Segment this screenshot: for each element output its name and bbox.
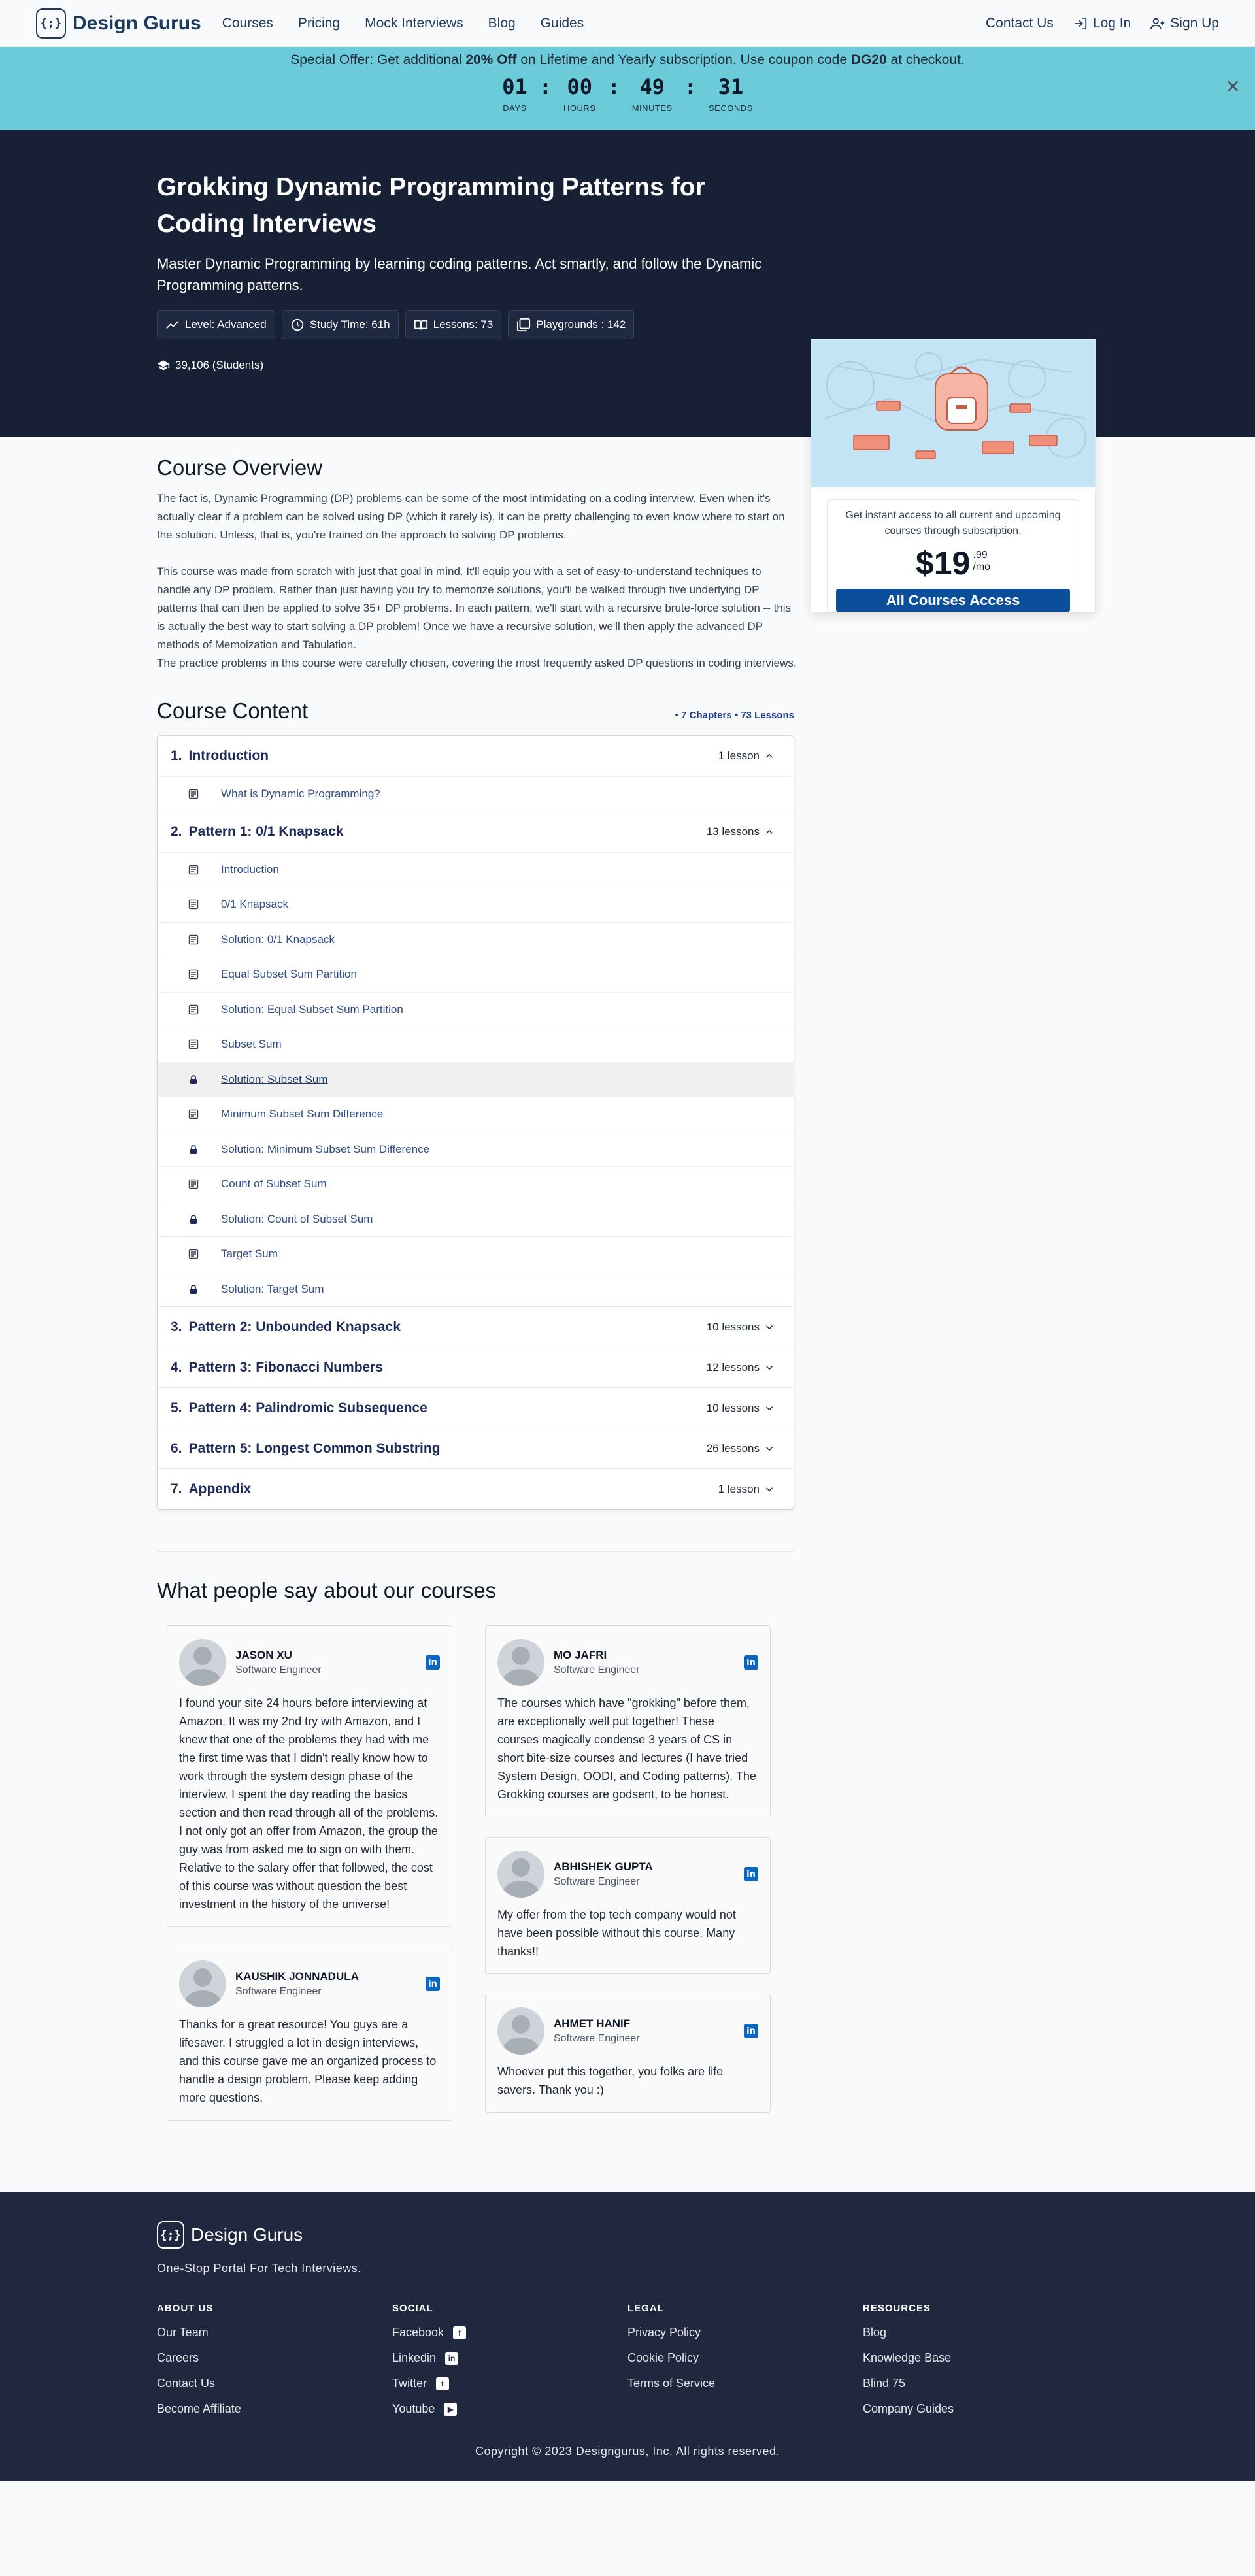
document-icon bbox=[188, 789, 199, 799]
footer-link[interactable] bbox=[157, 2402, 392, 2416]
coupon-code: DG20 bbox=[850, 52, 887, 67]
chapter-name: Pattern 2: Unbounded Knapsack bbox=[188, 1319, 401, 1334]
lesson-icon bbox=[188, 1074, 199, 1085]
document-icon bbox=[188, 1179, 199, 1189]
avatar bbox=[497, 1639, 544, 1686]
footer-link[interactable] bbox=[392, 2351, 628, 2365]
lesson-row[interactable] bbox=[158, 1202, 794, 1237]
offer-prefix: Special Offer: Get additional bbox=[290, 52, 466, 67]
add-user-icon bbox=[1150, 16, 1165, 31]
countdown-timer bbox=[0, 74, 1255, 113]
testimonial-card bbox=[167, 1947, 452, 2121]
close-icon[interactable]: ✕ bbox=[1225, 76, 1241, 97]
chevron-down-icon bbox=[763, 1402, 775, 1414]
footer-link-label: Company Guides bbox=[863, 2402, 954, 2415]
chapter-lesson-count-label: 13 lessons bbox=[706, 825, 760, 838]
testimonial-name: ABHISHEK GUPTA bbox=[554, 1860, 653, 1873]
chapter-lesson-count bbox=[718, 1483, 775, 1496]
playgrounds-label: Playgrounds : 142 bbox=[536, 318, 626, 331]
countdown-separator: : bbox=[539, 74, 552, 99]
footer-link-label: Terms of Service bbox=[628, 2377, 716, 2390]
lesson-icon bbox=[188, 1284, 199, 1295]
chapter-name: Introduction bbox=[188, 748, 269, 763]
chapter-lesson-count-label: 12 lessons bbox=[706, 1361, 760, 1374]
chapter-lesson-count-label: 10 lessons bbox=[706, 1401, 760, 1414]
footer-link-label: Knowledge Base bbox=[863, 2351, 952, 2364]
main-content bbox=[0, 437, 1255, 2121]
chapter-number: 4. bbox=[171, 1359, 182, 1375]
lesson-link[interactable]: Solution: Count of Subset Sum bbox=[221, 1212, 373, 1225]
course-content-meta: • 7 Chapters • 73 Lessons bbox=[675, 710, 794, 721]
testimonials-column-left bbox=[167, 1625, 452, 2121]
footer-link[interactable] bbox=[628, 2351, 863, 2365]
graduation-cap-icon bbox=[157, 359, 170, 372]
chapter-title bbox=[171, 1400, 427, 1416]
nav-mock-interviews[interactable]: Mock Interviews bbox=[365, 15, 463, 31]
testimonial-role: Software Engineer bbox=[554, 1664, 640, 1676]
footer-column bbox=[157, 2303, 392, 2416]
footer-columns bbox=[157, 2303, 1098, 2416]
footer-link[interactable] bbox=[863, 2326, 1098, 2339]
footer-column bbox=[628, 2303, 863, 2416]
chevron-down-icon bbox=[763, 1443, 775, 1455]
trend-icon bbox=[165, 318, 180, 332]
lesson-icon bbox=[188, 1214, 199, 1225]
testimonial-author bbox=[235, 1649, 322, 1676]
countdown-days bbox=[502, 74, 527, 113]
document-icon bbox=[188, 934, 199, 945]
lesson-icon bbox=[188, 934, 199, 945]
course-title: Grokking Dynamic Programming Patterns for Coding Interviews bbox=[157, 173, 705, 238]
testimonial-text: Whoever put this together, you folks are life savers. Thank you :) bbox=[497, 2065, 724, 2096]
course-content-header bbox=[157, 699, 794, 723]
chapter-title bbox=[171, 824, 343, 840]
countdown-minutes bbox=[632, 74, 673, 113]
lesson-row[interactable] bbox=[158, 1062, 794, 1097]
chapter-header[interactable] bbox=[158, 1347, 794, 1387]
lesson-link[interactable]: Solution: Subset Sum bbox=[221, 1072, 328, 1085]
countdown-days-value: 01 bbox=[502, 74, 527, 99]
chapter-lesson-count-label: 1 lesson bbox=[718, 1482, 760, 1495]
lock-icon bbox=[188, 1074, 199, 1085]
footer-link-label: Blind 75 bbox=[863, 2377, 906, 2390]
footer-link[interactable] bbox=[392, 2326, 628, 2339]
chapter-lesson-count bbox=[707, 825, 775, 838]
lesson-link[interactable]: Minimum Subset Sum Difference bbox=[221, 1108, 384, 1121]
footer-column bbox=[863, 2303, 1098, 2416]
pricing-description: Get instant access to all current and upcoming courses through subscription. bbox=[845, 510, 1061, 537]
chapter-name: Pattern 5: Longest Common Substring bbox=[188, 1440, 441, 1456]
lesson-link[interactable]: 0/1 Knapsack bbox=[221, 898, 289, 911]
students-label: 39,106 (Students) bbox=[175, 359, 264, 371]
chapter-name: Appendix bbox=[188, 1481, 252, 1496]
testimonial-author bbox=[235, 1970, 359, 1998]
testimonial-header bbox=[179, 1960, 440, 2007]
lesson-link[interactable]: Solution: 0/1 Knapsack bbox=[221, 933, 335, 946]
book-icon bbox=[414, 318, 428, 332]
lesson-link[interactable]: Solution: Equal Subset Sum Partition bbox=[221, 1002, 403, 1016]
avatar bbox=[497, 1851, 544, 1898]
footer-logo-text: Design Gurus bbox=[191, 2224, 303, 2245]
lesson-link[interactable]: What is Dynamic Programming? bbox=[221, 787, 380, 801]
avatar bbox=[179, 1639, 226, 1686]
overview-paragraph-2: This course was made from scratch with just that goal in mind. It'll equip you with a set of easy-to-understand techniques to handle any DP problem. Rather than just having you try to memorize solutions, you'll be walked through five underlying DP patterns that can then be applied to solve 35+ DP problems. In each pattern, we'll start with a recursive brute-force solution -- this is actually the best way to start solving a DP problem! Once we have a recursive solution, we'll then apply the advanced DP methods of Memoization and Tabulation. bbox=[157, 565, 792, 651]
testimonial-card bbox=[485, 1625, 771, 1817]
countdown-minutes-label: MINUTES bbox=[631, 103, 673, 113]
footer-logo-icon: {;} bbox=[157, 2221, 184, 2249]
footer-link-label: Cookie Policy bbox=[628, 2351, 699, 2364]
chapter-name: Pattern 4: Palindromic Subsequence bbox=[188, 1400, 427, 1415]
testimonial-card bbox=[485, 1837, 771, 1974]
chevron-up-icon bbox=[763, 826, 775, 838]
countdown-separator: : bbox=[607, 74, 620, 99]
chapter-name: Pattern 3: Fibonacci Numbers bbox=[188, 1359, 384, 1375]
document-icon bbox=[188, 969, 199, 980]
pricing-card bbox=[811, 339, 1096, 612]
linkedin-icon: in bbox=[445, 2352, 458, 2365]
lesson-row[interactable] bbox=[158, 776, 794, 812]
chapter-lesson-count bbox=[707, 1402, 775, 1415]
footer-column-title: LEGAL bbox=[628, 2303, 664, 2314]
nav-guides[interactable]: Guides bbox=[540, 15, 584, 31]
logo-icon: {;} bbox=[36, 8, 66, 39]
linkedin-icon[interactable]: in bbox=[744, 1867, 758, 1881]
chapter-number: 5. bbox=[171, 1400, 182, 1415]
chapter-lesson-count bbox=[707, 1442, 775, 1455]
all-courses-access-button[interactable]: All Courses Access bbox=[836, 589, 1070, 612]
nav-pricing[interactable]: Pricing bbox=[297, 15, 341, 31]
lesson-icon bbox=[188, 865, 199, 875]
chapter-number: 7. bbox=[171, 1481, 182, 1496]
testimonial-text: The courses which have "grokking" before them, are exceptionally well put together! These courses magically condense 3 years of CS in short bite-size courses and lectures (I have tried System Design, OODI, and Coding patterns). The Grokking courses are godsent, to be honest. bbox=[497, 1696, 756, 1801]
footer-link-label: Become Affiliate bbox=[157, 2402, 241, 2415]
testimonial-name: AHMET HANIF bbox=[554, 2017, 631, 2030]
testimonial-text: Thanks for a great resource! You guys are a lifesaver. I struggled a lot in design interviews, and this course gave me an organized process to handle a design problem. Please keep adding more questions. bbox=[179, 2018, 437, 2104]
chapter-header[interactable] bbox=[158, 812, 794, 852]
testimonial-name: MO JAFRI bbox=[554, 1649, 607, 1661]
lesson-link[interactable]: Solution: Target Sum bbox=[221, 1282, 324, 1295]
footer-link-label: Contact Us bbox=[157, 2377, 216, 2390]
top-nav bbox=[0, 0, 1255, 47]
lesson-row[interactable] bbox=[158, 1166, 794, 1202]
price-suffix bbox=[973, 546, 990, 573]
price-amount: $19 bbox=[915, 545, 971, 582]
testimonial-author bbox=[554, 1649, 640, 1676]
login-link[interactable] bbox=[1073, 16, 1131, 31]
testimonial-author bbox=[554, 2017, 640, 2045]
course-content-accordion bbox=[157, 735, 794, 1510]
lesson-link[interactable]: Target Sum bbox=[221, 1247, 278, 1261]
chapter-number: 1. bbox=[171, 748, 182, 763]
chapter-lesson-count bbox=[707, 1321, 775, 1334]
offer-text bbox=[0, 52, 1255, 68]
lesson-icon bbox=[188, 969, 199, 980]
overview-paragraph-1: The fact is, Dynamic Programming (DP) problems can be some of the most intimidating on a coding interview. Even when it's actually clear if a problem can be solved using DP (which it rarely is), it can be pretty challenging to even know where to start on the solution. Unless, that is, you're trained on the approach to solving DP problems. bbox=[157, 492, 785, 541]
chapter-lesson-count-label: 10 lessons bbox=[706, 1320, 760, 1333]
lesson-row[interactable] bbox=[158, 852, 794, 887]
contact-us-link[interactable]: Contact Us bbox=[986, 15, 1054, 31]
footer-link[interactable] bbox=[392, 2377, 628, 2390]
course-content-title: Course Content bbox=[157, 699, 309, 723]
testimonial-header bbox=[497, 1639, 758, 1686]
lesson-link[interactable]: Count of Subset Sum bbox=[221, 1178, 327, 1191]
chapter-title bbox=[171, 1481, 251, 1497]
chapter-lesson-count-label: 1 lesson bbox=[718, 750, 760, 762]
lesson-icon bbox=[188, 1249, 199, 1259]
youtube-icon: ▶ bbox=[444, 2403, 457, 2416]
offer-suffix: at checkout. bbox=[886, 52, 965, 67]
testimonial-header bbox=[179, 1639, 440, 1686]
countdown-seconds-value: 31 bbox=[718, 74, 744, 99]
testimonial-header bbox=[497, 1851, 758, 1898]
footer-column bbox=[392, 2303, 628, 2416]
footer-link-label: Careers bbox=[157, 2351, 199, 2364]
footer-column-title: RESOURCES bbox=[863, 2303, 931, 2314]
testimonial-name: JASON XU bbox=[235, 1649, 292, 1661]
lesson-link[interactable]: Solution: Minimum Subset Sum Difference bbox=[221, 1142, 430, 1155]
chapter-title bbox=[171, 1360, 383, 1376]
chevron-down-icon bbox=[763, 1362, 775, 1374]
login-icon bbox=[1073, 16, 1088, 31]
chapter-header[interactable] bbox=[158, 1387, 794, 1428]
login-label: Log In bbox=[1092, 15, 1131, 31]
linkedin-icon[interactable]: in bbox=[744, 1655, 758, 1670]
footer-logo[interactable] bbox=[157, 2221, 1098, 2249]
lesson-icon bbox=[188, 1109, 199, 1119]
lesson-row[interactable] bbox=[158, 922, 794, 957]
backpack-illustration-icon bbox=[811, 340, 1096, 487]
chapter-header[interactable] bbox=[158, 1428, 794, 1468]
linkedin-icon[interactable]: in bbox=[426, 1977, 440, 1991]
section-divider bbox=[157, 1551, 794, 1552]
lock-icon bbox=[188, 1214, 199, 1225]
document-icon bbox=[188, 899, 199, 910]
chapter-title bbox=[171, 1319, 401, 1335]
footer-link-label: Linkedin bbox=[392, 2351, 437, 2364]
footer-inner bbox=[157, 2221, 1098, 2416]
lessons-badge bbox=[405, 310, 502, 339]
testimonial-card bbox=[167, 1625, 452, 1927]
lesson-row[interactable] bbox=[158, 992, 794, 1027]
study-time-label: Study Time: 61h bbox=[309, 318, 390, 331]
course-badges bbox=[157, 310, 797, 339]
testimonial-text: I found your site 24 hours before interviewing at Amazon. It was my 2nd try with Amazon, and I knew that one of the problems they had with me the first time was that I didn't really know how to work through the system design phase of the interview. I spent the day reading the basics section and then read through all of the problems. I not only got an offer from Amazon, the group the guy was from asked me to sign on with them. Relative to the salary offer that followed, the cost of this course was without question the best investment in the history of the universe! bbox=[179, 1696, 439, 1911]
testimonial-role: Software Engineer bbox=[554, 1876, 640, 1887]
playgrounds-badge bbox=[508, 310, 634, 339]
lesson-row[interactable] bbox=[158, 1272, 794, 1307]
level-badge-label: Level: Advanced bbox=[185, 318, 267, 331]
footer-link[interactable] bbox=[157, 2377, 392, 2390]
testimonial-name: KAUSHIK JONNADULA bbox=[235, 1970, 359, 1983]
document-icon bbox=[188, 1039, 199, 1049]
study-time-badge bbox=[282, 310, 399, 339]
pricing-body bbox=[827, 499, 1079, 612]
footer-link[interactable] bbox=[863, 2377, 1098, 2390]
footer-link[interactable] bbox=[628, 2326, 863, 2339]
lock-icon bbox=[188, 1144, 199, 1155]
footer-link[interactable] bbox=[863, 2402, 1098, 2416]
countdown-seconds bbox=[709, 74, 753, 113]
testimonial-card bbox=[485, 1994, 771, 2113]
nav-links bbox=[222, 16, 584, 31]
course-overview-title: Course Overview bbox=[157, 455, 323, 480]
chapter-title bbox=[171, 748, 269, 764]
testimonial-text: My offer from the top tech company would not have been possible without this course. Many thanks!! bbox=[497, 1908, 736, 1958]
countdown-hours bbox=[563, 74, 595, 113]
document-icon bbox=[188, 1109, 199, 1119]
playground-icon bbox=[516, 318, 531, 332]
footer-link[interactable] bbox=[628, 2377, 863, 2390]
footer-tagline: One-Stop Portal For Tech Interviews. bbox=[157, 2262, 361, 2275]
chapter-header[interactable] bbox=[158, 736, 794, 776]
chapter-number: 2. bbox=[171, 824, 182, 839]
linkedin-icon[interactable]: in bbox=[426, 1655, 440, 1670]
chapter-lesson-count bbox=[718, 750, 775, 763]
chapter-title bbox=[171, 1441, 441, 1457]
nav-blog[interactable]: Blog bbox=[488, 15, 516, 31]
lesson-link[interactable]: Introduction bbox=[221, 863, 279, 876]
price bbox=[828, 546, 1079, 581]
chevron-up-icon bbox=[763, 750, 775, 762]
countdown-hours-label: HOURS bbox=[563, 103, 596, 113]
students-count bbox=[157, 359, 797, 372]
chapter-header[interactable] bbox=[158, 1468, 794, 1509]
document-icon bbox=[188, 1249, 199, 1259]
testimonials-column-right bbox=[485, 1625, 771, 2121]
chapter-name: Pattern 1: 0/1 Knapsack bbox=[188, 824, 344, 839]
testimonial-author bbox=[554, 1860, 653, 1888]
lesson-link[interactable]: Equal Subset Sum Partition bbox=[221, 968, 357, 981]
avatar bbox=[179, 1960, 226, 2007]
chapter-lesson-count-label: 26 lessons bbox=[706, 1442, 760, 1455]
signup-link[interactable] bbox=[1150, 16, 1219, 31]
clock-icon bbox=[290, 318, 305, 332]
testimonial-role: Software Engineer bbox=[554, 2033, 640, 2044]
lesson-icon bbox=[188, 1179, 199, 1189]
lessons-label: Lessons: 73 bbox=[433, 318, 494, 331]
testimonial-role: Software Engineer bbox=[235, 1664, 322, 1676]
lock-icon bbox=[188, 1284, 199, 1295]
lesson-icon bbox=[188, 1144, 199, 1155]
footer-link[interactable] bbox=[392, 2402, 628, 2416]
offer-middle: on Lifetime and Yearly subscription. Use coupon code bbox=[516, 52, 851, 67]
footer-link-label: Blog bbox=[863, 2326, 887, 2339]
footer-link-label: Twitter bbox=[392, 2377, 427, 2390]
overview-paragraph-3: The practice problems in this course were carefully chosen, covering the most frequently asked DP questions in coding interviews. bbox=[157, 657, 797, 669]
testimonial-role: Software Engineer bbox=[235, 1986, 322, 1997]
course-overview bbox=[157, 437, 797, 672]
chapter-number: 3. bbox=[171, 1319, 182, 1334]
document-icon bbox=[188, 865, 199, 875]
lesson-link[interactable]: Subset Sum bbox=[221, 1038, 282, 1051]
offer-banner bbox=[0, 47, 1255, 130]
document-icon bbox=[188, 1004, 199, 1015]
footer-link-label: Our Team bbox=[157, 2326, 209, 2339]
countdown-seconds-label: SECONDS bbox=[708, 103, 753, 113]
chevron-down-icon bbox=[763, 1483, 775, 1495]
footer-column-title: ABOUT US bbox=[157, 2303, 214, 2314]
footer-link-label: Facebook bbox=[392, 2326, 444, 2339]
lesson-icon bbox=[188, 899, 199, 910]
lesson-row[interactable] bbox=[158, 1236, 794, 1272]
linkedin-icon[interactable]: in bbox=[744, 2024, 758, 2038]
course-subtitle: Master Dynamic Programming by learning coding patterns. Act smartly, and follow the Dynamic Programming patterns. bbox=[157, 256, 762, 293]
avatar bbox=[497, 2007, 544, 2055]
lesson-row[interactable] bbox=[158, 887, 794, 922]
chapter-number: 6. bbox=[171, 1440, 182, 1456]
signup-label: Sign Up bbox=[1170, 15, 1219, 31]
countdown-separator: : bbox=[684, 74, 697, 99]
footer bbox=[0, 2192, 1255, 2481]
lesson-icon bbox=[188, 1004, 199, 1015]
testimonials-grid bbox=[167, 1625, 1255, 2121]
footer-link[interactable] bbox=[863, 2351, 1098, 2365]
nav-courses[interactable]: Courses bbox=[222, 15, 273, 31]
footer-link-label: Youtube bbox=[392, 2402, 435, 2415]
logo-text: Design Gurus bbox=[73, 12, 201, 34]
hero-content bbox=[157, 169, 797, 372]
logo[interactable] bbox=[36, 8, 201, 39]
lesson-row[interactable] bbox=[158, 1132, 794, 1167]
level-badge bbox=[157, 310, 275, 339]
price-period: /mo bbox=[973, 561, 991, 572]
nav-right bbox=[986, 16, 1219, 31]
twitter-icon: t bbox=[436, 2377, 449, 2390]
testimonials-title: What people say about our courses bbox=[157, 1578, 497, 1602]
footer-link-label: Privacy Policy bbox=[628, 2326, 701, 2339]
testimonial-header bbox=[497, 2007, 758, 2055]
chapter-header[interactable] bbox=[158, 1306, 794, 1347]
lesson-row[interactable] bbox=[158, 1027, 794, 1062]
footer-column-title: SOCIAL bbox=[392, 2303, 433, 2314]
footer-link[interactable] bbox=[157, 2326, 392, 2339]
chevron-down-icon bbox=[763, 1321, 775, 1333]
facebook-icon: f bbox=[453, 2326, 466, 2339]
countdown-minutes-value: 49 bbox=[639, 74, 665, 99]
lesson-icon bbox=[188, 1039, 199, 1049]
course-illustration bbox=[811, 340, 1095, 487]
price-cents: .99 bbox=[973, 550, 988, 561]
lesson-row[interactable] bbox=[158, 957, 794, 992]
lesson-row[interactable] bbox=[158, 1097, 794, 1132]
countdown-hours-value: 00 bbox=[567, 74, 592, 99]
countdown-days-label: DAYS bbox=[503, 103, 527, 113]
offer-discount: 20% Off bbox=[465, 52, 517, 67]
footer-link[interactable] bbox=[157, 2351, 392, 2365]
copyright: Copyright © 2023 Designgurus, Inc. All rights reserved. bbox=[475, 2445, 780, 2458]
lesson-icon bbox=[188, 789, 199, 799]
chapter-lesson-count bbox=[707, 1361, 775, 1374]
